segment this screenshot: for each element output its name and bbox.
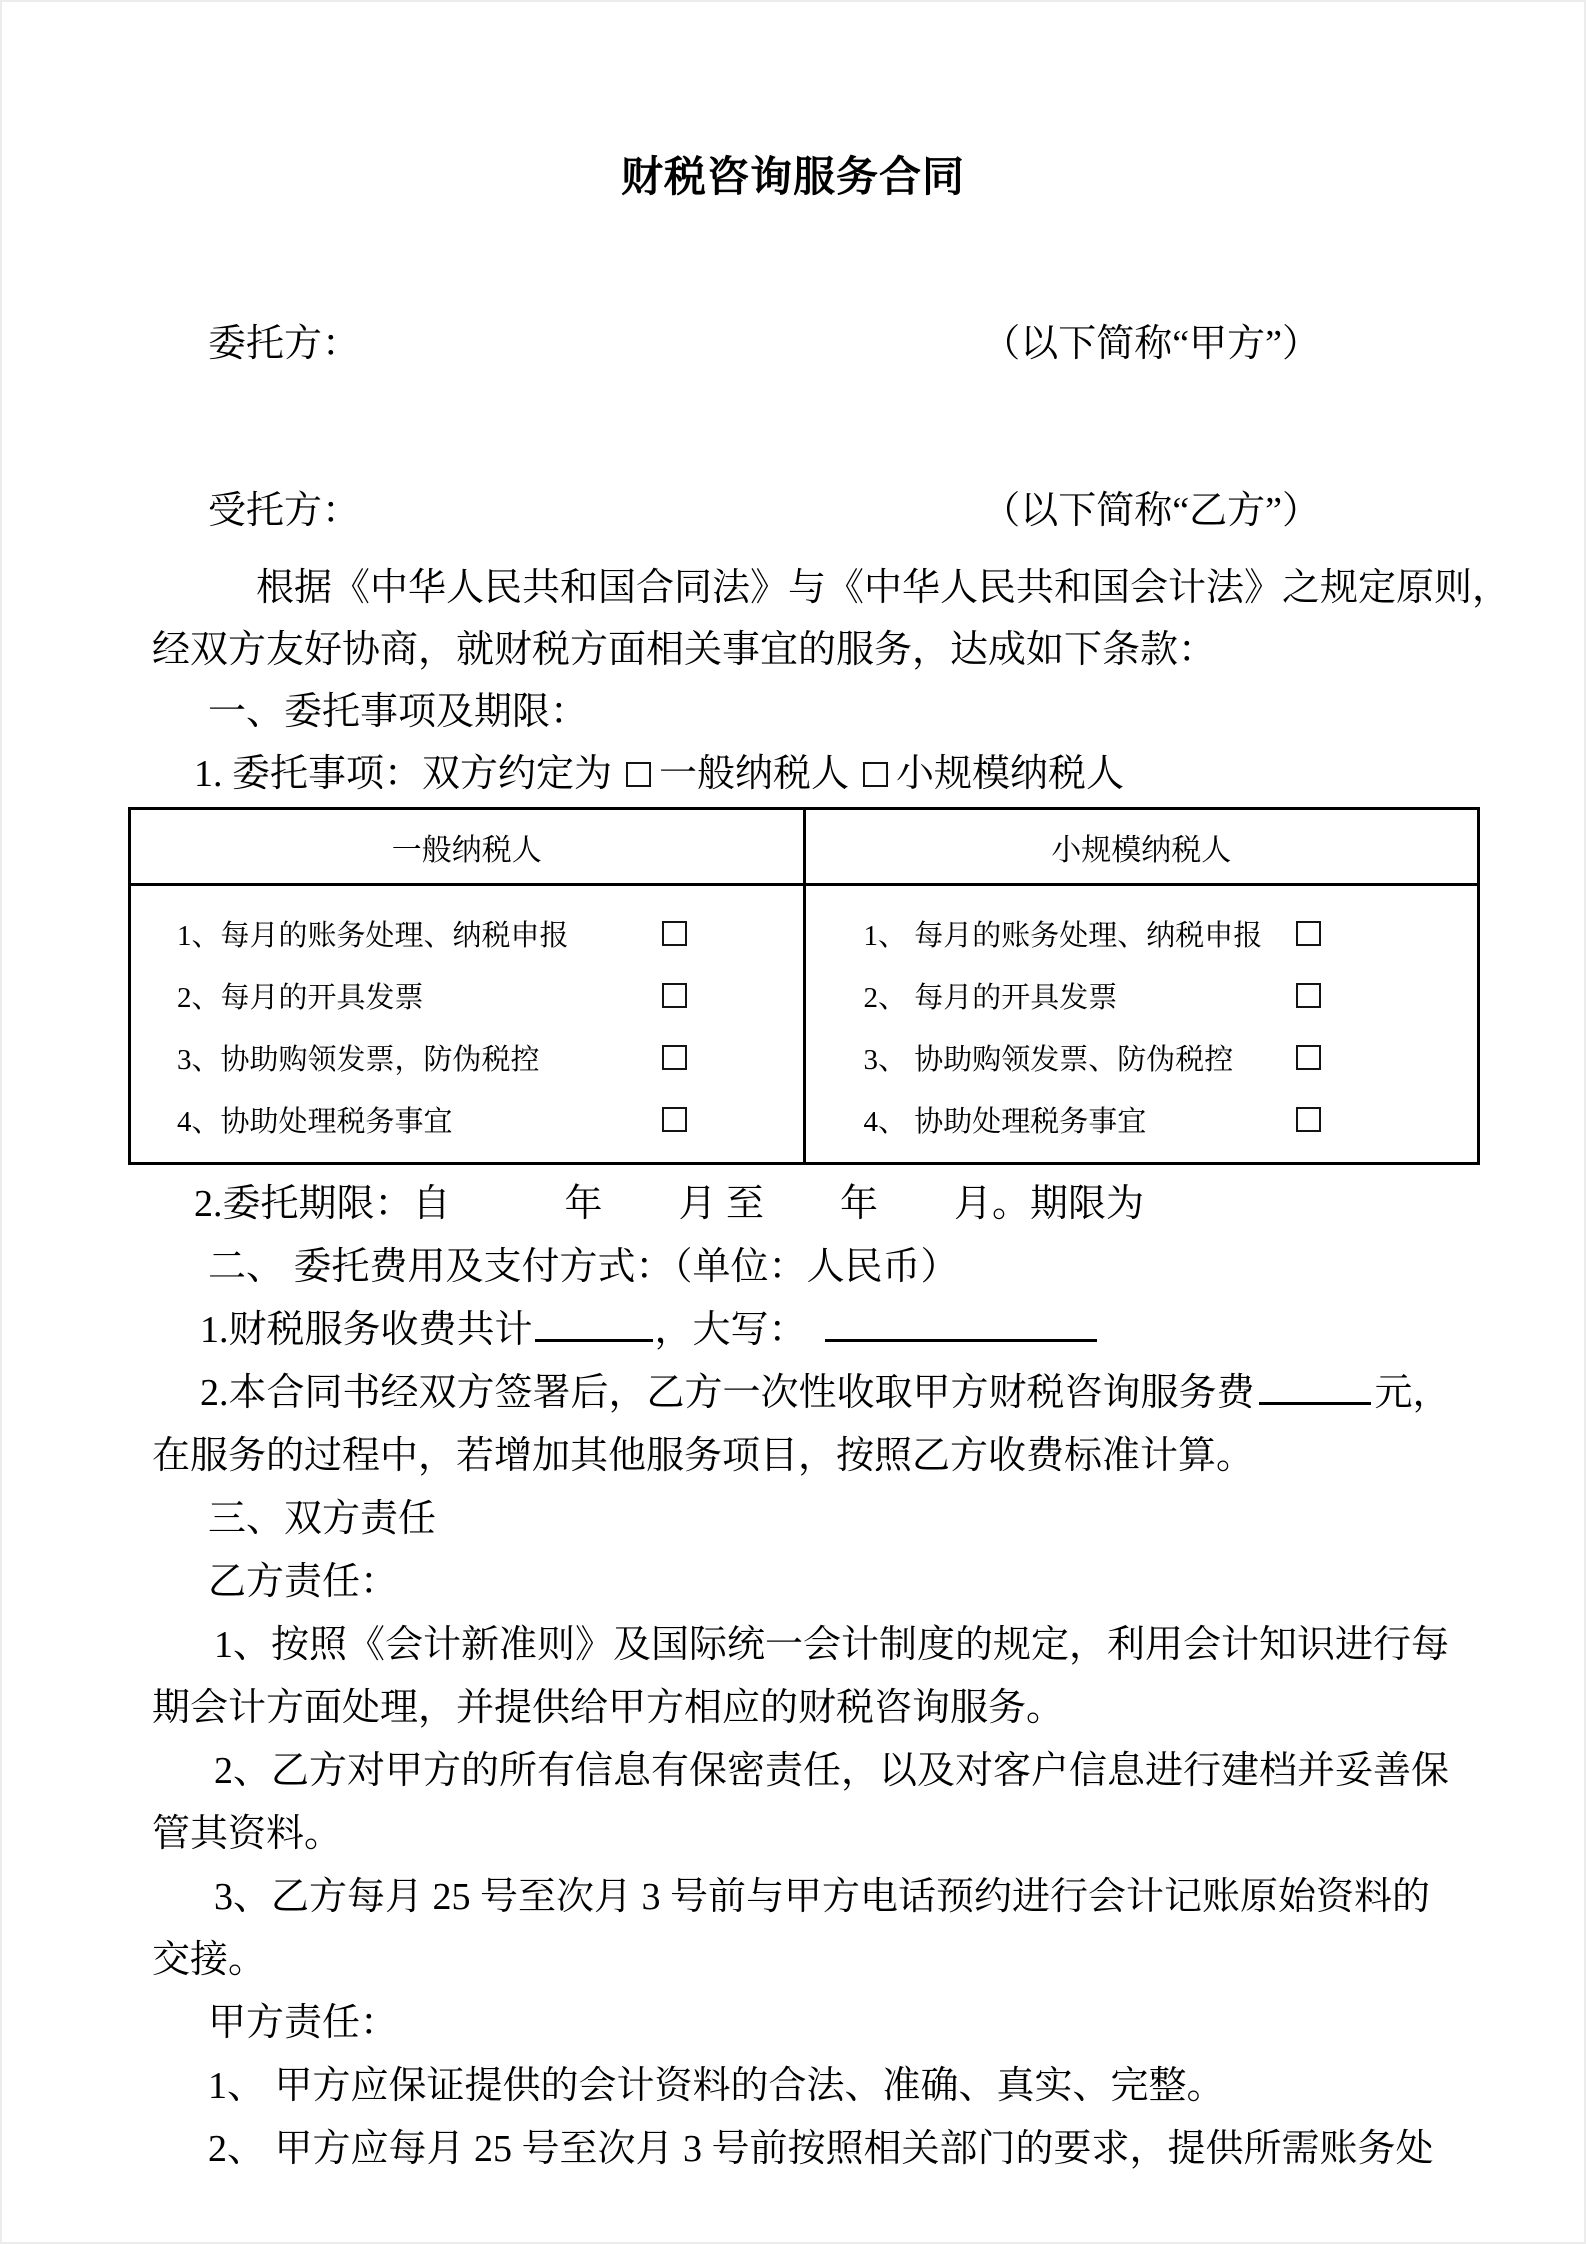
section-two-heading: 二、 委托费用及支付方式：（单位：人民币） [208,1246,959,1288]
table-row [131,964,803,1026]
fee-item-1-middle: ，大写： [654,1309,807,1351]
service-item-label: 1、每月的账务处理、纳税申报 [177,919,569,952]
service-item-label: 4、 协助处理税务事宜 [863,1105,1147,1138]
entrust-option-general: 一般纳税人 [659,753,850,795]
fee-item-1 [152,1299,1434,1362]
fee-item-2-line-1 [152,1362,1451,1425]
party-a-duty-item-1: 1、 甲方应保证提供的会计资料的合法、准确、真实、完整。 [208,2065,1225,2107]
party-a-duty-heading: 甲方责任： [208,2002,399,2044]
party-b-duty-item-2-line-2: 管其资料。 [152,1813,343,1855]
document-content [2,2,1584,2181]
fee-item-2-prefix: 2.本合同书经双方签署后，乙方一次性收取甲方财税咨询服务费 [200,1372,1255,1414]
service-item-label: 3、 协助购领发票、防伪税控 [863,1043,1234,1076]
taxpayer-services-table [128,807,1480,1165]
fee-amount-words-blank[interactable] [825,1322,1097,1342]
service-item-label: 1、 每月的账务处理、纳税申报 [863,919,1263,952]
party-a-note: （以下简称“甲方”） [982,323,1320,365]
party-b-duty-item-2-line-1: 2、乙方对甲方的所有信息有保密责任，以及对客户信息进行建档并妥善保 [214,1750,1450,1792]
fee-item-2-suffix: 元， [1374,1372,1451,1414]
entrust-item-line [152,743,1434,805]
party-b-duty-item-3-line-1: 3、乙方每月 25 号至次月 3 号前与甲方电话预约进行会计记账原始资料的 [214,1876,1431,1918]
contract-body [152,1173,1451,2181]
checkbox-icon[interactable] [1296,1107,1321,1132]
table-body-row [130,885,1479,1164]
service-item-label: 2、每月的开具发票 [177,981,424,1014]
checkbox-small-scale-taxpayer-icon[interactable] [863,762,888,787]
party-b-duty-item-1-line-1: 1、按照《会计新准则》及国际统一会计制度的规定，利用会计知识进行每 [214,1624,1450,1666]
table-row [806,1026,1478,1088]
preamble-and-section-one [152,557,1511,805]
table-row [131,1088,803,1150]
table-header-row [130,809,1479,885]
checkbox-icon[interactable] [1296,921,1321,946]
party-b-duty-heading: 乙方责任： [208,1561,399,1603]
checkbox-icon[interactable] [1296,1045,1321,1070]
checkbox-general-taxpayer-icon[interactable] [626,762,651,787]
table-row [131,902,803,964]
term-line: 2.委托期限：自 年 月 至 年 月。期限为 [194,1183,1145,1225]
table-row [806,902,1478,964]
table-header-general-taxpayer: 一般纳税人 [130,809,805,885]
service-item-label: 4、协助处理税务事宜 [177,1105,453,1138]
party-b-note: （以下简称“乙方”） [982,490,1320,532]
fee-item-2-line-2: 在服务的过程中，若增加其他服务项目，按照乙方收费标准计算。 [152,1435,1255,1477]
service-fee-blank[interactable] [1259,1371,1371,1405]
table-row [806,1088,1478,1150]
checkbox-icon[interactable] [1296,983,1321,1008]
fee-item-1-prefix: 1.财税服务收费共计 [200,1309,533,1351]
document-title: 财税咨询服务合同 [620,155,965,201]
small-scale-taxpayer-cell [804,885,1479,1164]
service-item-label: 2、 每月的开具发票 [863,981,1118,1014]
service-item-label: 3、协助购领发票，防伪税控 [177,1043,540,1076]
table-row [806,964,1478,1026]
entrust-item-prefix: 1. 委托事项：双方约定为 [194,753,613,795]
checkbox-icon[interactable] [662,1045,687,1070]
checkbox-icon[interactable] [662,983,687,1008]
fee-amount-blank[interactable] [535,1308,653,1342]
party-b-duty-item-1-line-2: 期会计方面处理，并提供给甲方相应的财税咨询服务。 [152,1687,1065,1729]
general-taxpayer-cell [130,885,805,1164]
party-a-label: 委托方： [208,323,361,365]
party-b-row [152,485,1434,537]
preamble-line-2: 经双方友好协商，就财税方面相关事宜的服务，达成如下条款： [152,629,1217,671]
party-a-duty-item-2: 2、 甲方应每月 25 号至次月 3 号前按照相关部门的要求，提供所需账务处 [208,2128,1434,2170]
table-header-small-scale-taxpayer: 小规模纳税人 [804,809,1479,885]
entrust-option-small: 小规模纳税人 [896,753,1125,795]
table-row [131,1026,803,1088]
party-b-label: 受托方： [208,490,361,532]
checkbox-icon[interactable] [662,1107,687,1132]
section-one-heading: 一、委托事项及期限： [208,691,589,733]
section-three-heading: 三、双方责任 [208,1498,437,1540]
party-a-row [152,318,1434,370]
party-b-duty-item-3-line-2: 交接。 [152,1939,267,1981]
checkbox-icon[interactable] [662,921,687,946]
preamble-line-1: 根据《中华人民共和国合同法》与《中华人民共和国会计法》之规定原则， [256,567,1511,609]
